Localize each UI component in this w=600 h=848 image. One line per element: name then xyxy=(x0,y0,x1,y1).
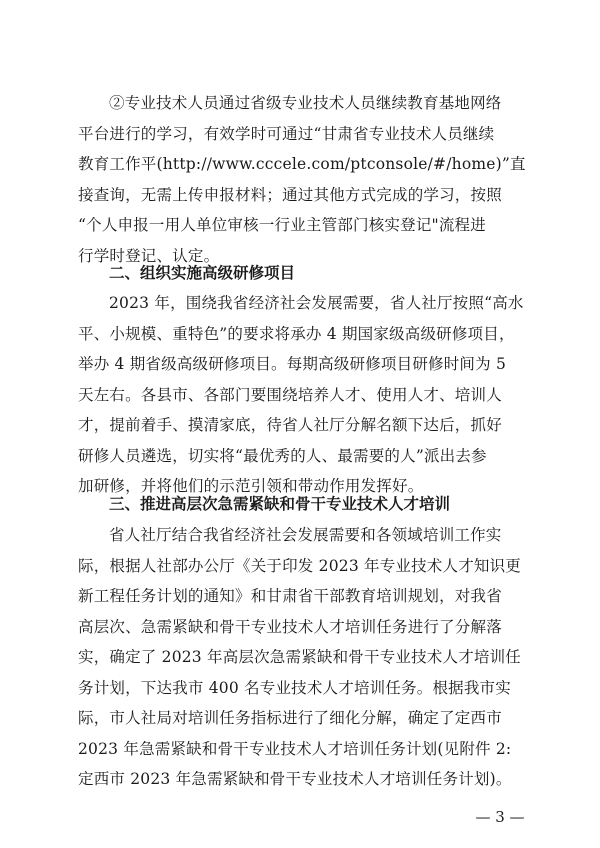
text-line: 行学时登记、认定。 xyxy=(78,246,220,265)
text-line: 新工程任务计划的通知》和甘肃省干部教育培训规划，对我省 xyxy=(78,587,502,605)
text-line: 省人社厅结合我省经济社会发展需要和各领域培训工作实 xyxy=(109,526,502,544)
paragraph-professional-talent-training xyxy=(78,520,528,795)
text-line: 2023 年急需紧缺和骨干专业技术人才培训任务计划(见附件 2: xyxy=(78,739,512,758)
text-line: 平台进行的学习，有效学时可通过“甘肃省专业技术人员继续 xyxy=(78,124,495,143)
text-line: 教育工作平(http://www.cccele.com/ptconsole/#/home)”直 xyxy=(78,155,526,173)
text-line: 际，市人社局对培训任务指标进行了细化分解，确定了定西市 xyxy=(78,709,502,727)
text-line: ②专业技术人员通过省级专业技术人员继续教育基地网络 xyxy=(109,94,502,112)
section-heading-2: 二、组织实施高级研修项目 xyxy=(109,264,296,282)
text-line: 2023 年，围绕我省经济社会发展需要，省人社厅按照“高水 xyxy=(109,294,524,312)
text-line: 才，提前着手、摸清家底，待省人社厅分解名额下达后，抓好 xyxy=(78,416,502,434)
text-line: 天左右。各县市、各部门要围绕培养人才、使用人才、培训人 xyxy=(78,385,502,404)
text-line: 实，确定了 2023 年高层次急需紧缺和骨干专业技术人才培训任 xyxy=(78,648,522,666)
text-line: “个人申报一用人单位审核一行业主管部门核实登记"流程进 xyxy=(78,216,486,234)
text-line: 举办 4 期省级高级研修项目。每期高级研修项目研修时间为 5 xyxy=(78,355,507,373)
text-line: 务计划，下达我市 400 名专业技术人才培训任务。根据我市实 xyxy=(78,678,511,697)
text-line: 研修人员遴选，切实将“最优秀的人、最需要的人”派出去参 xyxy=(78,446,487,465)
section-heading-3: 三、推进高层次急需紧缺和骨干专业技术人才培训 xyxy=(109,495,451,513)
paragraph-continuing-education-platform xyxy=(78,88,528,271)
text-line: 加研修，并将他们的示范引领和带动作用发挥好。 xyxy=(78,477,424,495)
text-line: 际，根据人社部办公厅《关于印发 2023 年专业技术人才知识更 xyxy=(78,556,522,575)
page-number: — 3 — xyxy=(475,808,525,826)
text-line: 接查询，无需上传申报材料；通过其他方式完成的学习，按照 xyxy=(78,185,502,204)
paragraph-advanced-training-projects xyxy=(78,288,528,502)
text-line: 平、小规模、重特色”的要求将承办 4 期国家级高级研修项目， xyxy=(78,324,515,343)
text-line: 高层次、急需紧缺和骨干专业技术人才培训任务进行了分解落 xyxy=(78,617,502,636)
text-line: 定西市 2023 年急需紧缺和骨干专业技术人才培训任务计划)。 xyxy=(78,770,512,788)
